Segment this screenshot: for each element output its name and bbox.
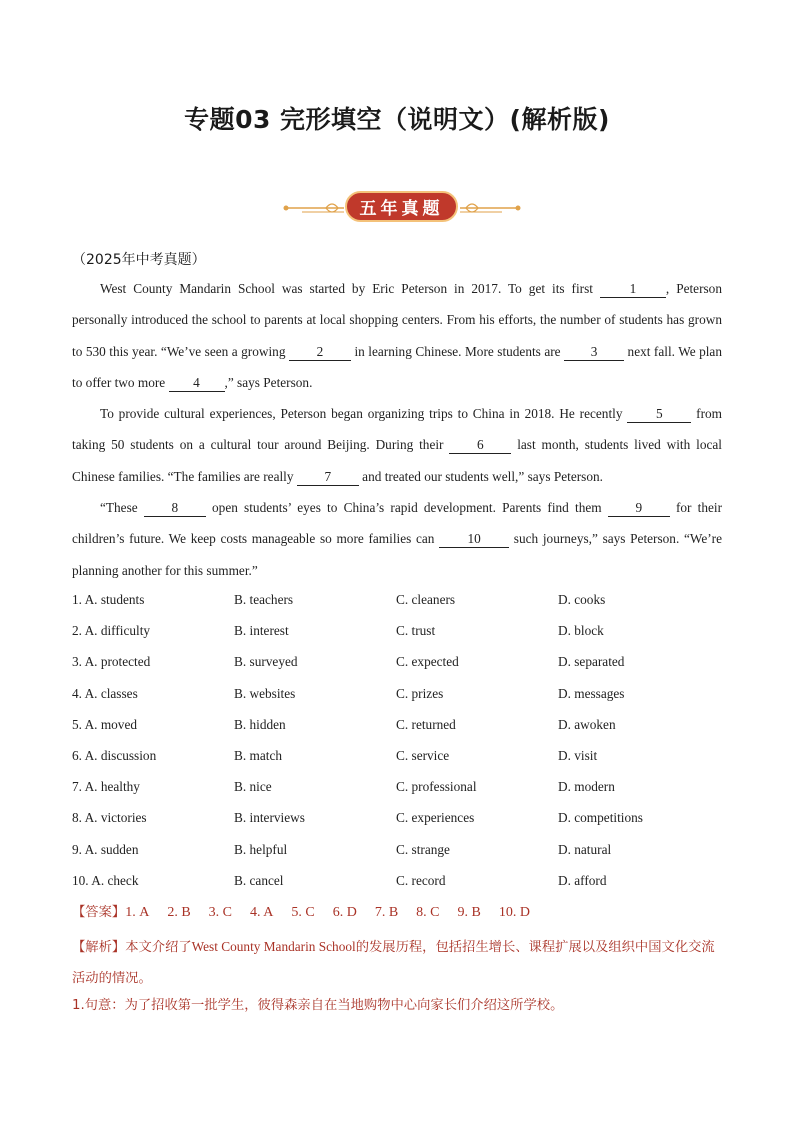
answer-item: 10. D [498,905,530,920]
option-cell: C. strange [396,841,450,857]
option-cell: D. awoken [558,716,616,732]
option-row [72,806,732,837]
blank-4: 4 [169,375,225,392]
option-cell: B. helpful [234,841,288,857]
blank-10: 10 [439,531,509,548]
option-cell: 3. A. protected [72,654,151,670]
blank-8: 8 [144,500,206,517]
option-cell: B. websites [234,685,296,701]
option-row [72,682,732,713]
answer-item: 1. A [125,905,150,920]
answer-item: 4. A [250,905,274,920]
option-cell: C. experiences [396,810,475,826]
option-row [72,588,732,619]
option-cell: D. modern [558,779,615,795]
analysis-label: 【解析】 [72,940,126,955]
option-cell: B. match [234,747,283,763]
answer-item: 7. B [374,905,399,920]
option-cell: C. returned [396,716,456,732]
answer-line [72,901,732,921]
option-cell: 5. A. moved [72,716,138,732]
blank-1: 1 [600,281,666,298]
section-banner [282,188,522,228]
options-list [72,588,732,900]
passage-paragraph-3: “These 8 open students’ eyes to China’s rapid development. Parents find them 9 for their children’s future. We keep costs manageable so more families can 10 such journeys,” says Peterson. “We’re planning another for this summer.” [72,500,723,578]
blank-7: 7 [297,469,359,486]
option-cell: D. visit [558,747,598,763]
option-cell: B. interest [234,623,289,639]
sentence-explanation-1: 1.句意：为了招收第一批学生，彼得森亲自在当地购物中心向家长们介绍这所学校。 [72,998,564,1013]
option-cell: 6. A. discussion [72,747,157,763]
option-row [72,869,732,900]
exam-year-label: （2025年中考真题） [72,252,206,268]
answer-item: 5. C [291,905,315,920]
option-cell: B. cancel [234,872,284,888]
blank-6: 6 [449,437,511,454]
option-cell: C. record [396,872,446,888]
option-cell: B. hidden [234,716,286,732]
answer-label: 【答案】 [72,905,126,920]
blank-5: 5 [627,406,691,423]
answer-items [125,905,548,920]
answer-item: 9. B [457,905,481,920]
passage-paragraph-2: To provide cultural experiences, Peterson began organizing trips to China in 2018. He recently 5 from taking 50 students on a cultural tour around Beijing. During their 6 last month, students lived with local Chinese families. “The families are really 7 and treated our students well,” says Peterson. [72,406,722,484]
analysis-paragraph: 【解析】本文介绍了West County Mandarin School的发展历程，包括招生增长、课程扩展以及组织中国文化交流活动的情况。 [72,939,715,986]
answer-item: 2. B [167,905,191,920]
option-cell: C. cleaners [396,592,456,607]
option-cell: C. expected [396,654,459,670]
option-cell: B. teachers [234,592,294,607]
option-row [72,744,732,775]
answer-item: 3. C [208,905,232,920]
option-cell: C. trust [396,623,436,639]
banner-label: 五年真题 [345,191,458,222]
option-cell: B. interviews [234,810,305,826]
answer-item: 8. C [416,905,440,920]
option-cell: D. cooks [558,592,606,607]
option-row [72,713,732,744]
option-cell: D. separated [558,654,625,670]
option-cell: D. natural [558,841,612,857]
option-row [72,775,732,806]
blank-9: 9 [608,500,670,517]
passage-paragraph-1: West County Mandarin School was started by Eric Peterson in 2017. To get its first 1 , Peterson personally introduced the school to parents at local shopping centers. From his efforts, the number of students has grown to 530 this year. “We’ve seen a growing 2 in learning Chinese. More students are 3 next fall. We plan to offer two more 4 ,” says Peterson. [72,281,722,390]
option-cell: B. surveyed [234,654,298,670]
option-cell: 2. A. difficulty [72,623,151,639]
option-cell: 1. A. students [72,592,145,607]
option-cell: D. competitions [558,810,643,826]
blank-3: 3 [564,344,624,361]
option-cell: 9. A. sudden [72,841,139,857]
page-title: 专题03 完形填空（说明文）(解析版) [184,105,610,134]
option-cell: 4. A. classes [72,685,138,701]
option-cell: C. service [396,747,450,763]
option-cell: 10. A. check [72,872,139,888]
option-cell: D. afford [558,872,607,888]
option-row [72,619,732,650]
option-row [72,838,732,869]
option-cell: C. prizes [396,685,444,701]
answer-item: 6. D [332,905,357,920]
option-cell: 8. A. victories [72,810,147,826]
option-cell: B. nice [234,779,272,795]
option-cell: 7. A. healthy [72,779,140,795]
option-cell: D. messages [558,685,625,701]
option-cell: C. professional [396,779,477,795]
option-cell: D. block [558,623,604,639]
blank-2: 2 [289,344,351,361]
option-row [72,650,732,681]
